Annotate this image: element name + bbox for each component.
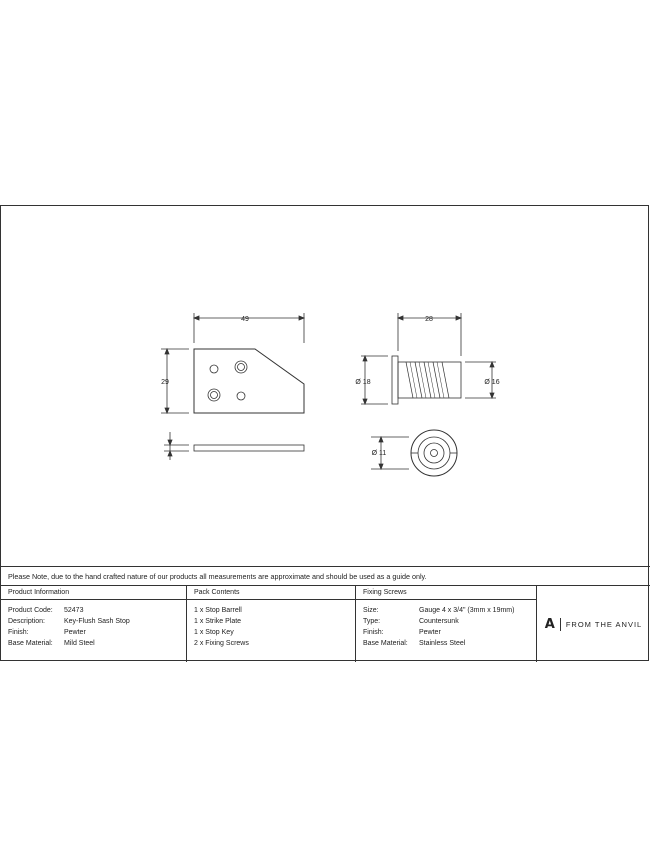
pack-item: 1 x Strike Plate (194, 618, 242, 625)
product-information-panel (1, 586, 187, 662)
barrel-flange (392, 356, 398, 404)
pack-item: 1 x Stop Barrell (194, 607, 242, 614)
info-row: Product Code: 52473 (8, 607, 84, 614)
logo-divider (560, 618, 561, 631)
panel-heading: Pack Contents (187, 586, 355, 600)
screw-row: Size: Gauge 4 x 3/4" (3mm x 19mm) (363, 607, 515, 614)
dim-barrel-flange: Ø 18 (355, 379, 371, 386)
fixing-screws-panel (356, 586, 537, 662)
plate-countersunk-hole (235, 361, 247, 373)
pack-item: 2 x Fixing Screws (194, 640, 249, 647)
info-row: Description: Key-Flush Sash Stop (8, 618, 130, 625)
anvil-logo-icon: A (544, 616, 555, 632)
brand-logo (537, 586, 650, 662)
plate-hole (210, 365, 218, 373)
info-row: Base Material: Mild Steel (8, 640, 95, 647)
dim-plate-height: 29 (161, 379, 169, 386)
pack-item: 1 x Stop Key (194, 629, 234, 636)
screw-row: Base Material: Stainless Steel (363, 640, 466, 647)
panel-heading: Fixing Screws (356, 586, 536, 600)
brand-name: FROM THE ANVIL (565, 619, 643, 629)
plate-countersunk-hole (208, 389, 220, 401)
barrel-body (398, 362, 461, 398)
screw-row: Type: Countersunk (363, 618, 459, 625)
dim-barrel-end: Ø 11 (371, 450, 387, 457)
info-row: Finish: Pewter (8, 629, 86, 636)
dim-barrel-length: 28 (425, 316, 433, 323)
disclaimer-note: Please Note, due to the hand crafted nature of our products all measurements are approximate and should be used as a guide only. (1, 566, 650, 586)
strike-plate-side (194, 445, 304, 451)
plate-hole (237, 392, 245, 400)
dim-barrel-body: Ø 16 (484, 379, 500, 386)
dim-plate-width: 49 (241, 316, 249, 323)
panel-heading: Product Information (1, 586, 186, 600)
pack-contents-panel (187, 586, 356, 662)
screw-row: Finish: Pewter (363, 629, 441, 636)
drawing-sheet (0, 205, 649, 661)
technical-drawing (1, 206, 650, 566)
strike-plate-outline (194, 349, 304, 413)
